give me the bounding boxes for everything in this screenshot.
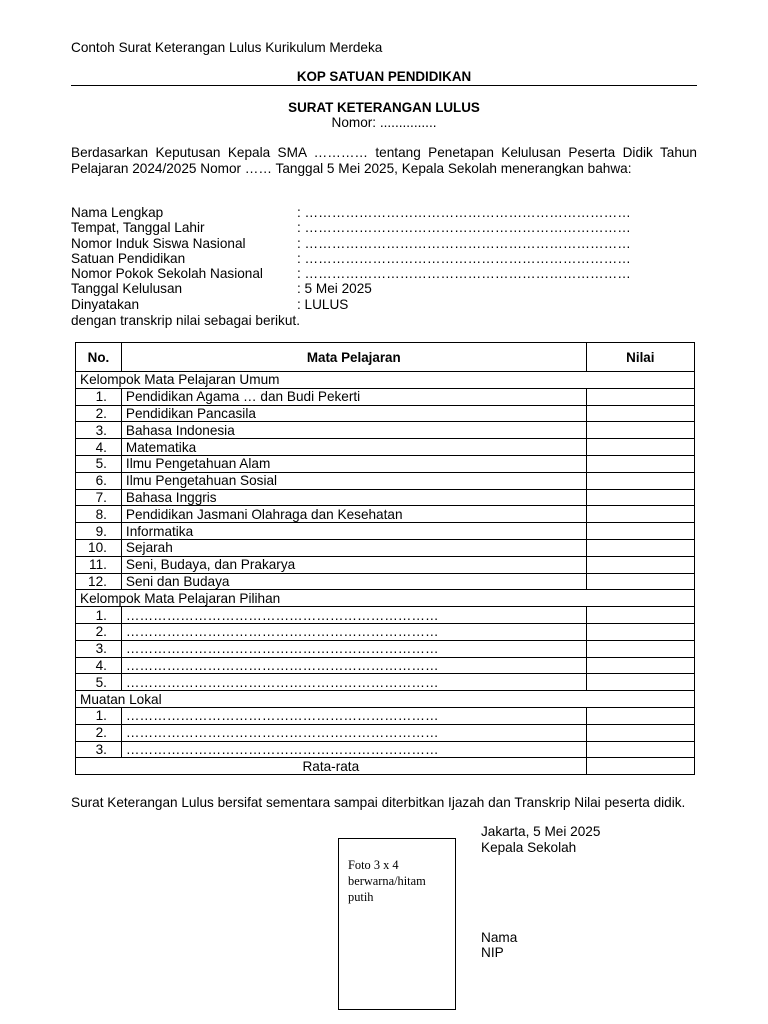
grades-table bbox=[75, 342, 695, 775]
average-value bbox=[586, 758, 694, 775]
header-value: Nilai bbox=[586, 343, 694, 372]
row-value bbox=[586, 388, 694, 405]
intro-paragraph: Berdasarkan Keputusan Kepala SMA ………… tentang Penetapan Kelulusan Peserta Didik Tahun Pelajaran 2024/2025 Nomor …… Tanggal 5 Mei 2025, Kepala Sekolah menerangkan bahwa: bbox=[71, 145, 697, 176]
row-no: 10. bbox=[76, 539, 122, 556]
field-label: Tempat, Tanggal Lahir bbox=[71, 220, 205, 236]
row-value bbox=[586, 724, 694, 741]
table-row bbox=[76, 472, 695, 489]
row-subject: …………………………………………………………… bbox=[121, 657, 586, 674]
field-value: : ……………………………………………………………… bbox=[297, 235, 631, 251]
row-value bbox=[586, 623, 694, 640]
field-value: : ……………………………………………………………… bbox=[297, 266, 631, 282]
row-no: 8. bbox=[76, 506, 122, 523]
table-row bbox=[76, 640, 695, 657]
field-row bbox=[71, 220, 697, 235]
row-no: 4. bbox=[76, 439, 122, 456]
letter-number: Nomor: ............... bbox=[331, 115, 437, 130]
row-subject: …………………………………………………………… bbox=[121, 674, 586, 691]
field-value: : ……………………………………………………………… bbox=[297, 250, 631, 266]
group-umum-label: Kelompok Mata Pelajaran Umum bbox=[76, 372, 695, 389]
row-value bbox=[586, 455, 694, 472]
field-row bbox=[71, 205, 697, 220]
row-value bbox=[586, 556, 694, 573]
photo-caption-line: putih bbox=[348, 890, 374, 904]
row-value bbox=[586, 439, 694, 456]
field-label: Dinyatakan bbox=[71, 296, 140, 312]
field-label: Nomor Pokok Sekolah Nasional bbox=[71, 266, 263, 282]
group-lokal-label: Muatan Lokal bbox=[76, 691, 695, 708]
field-value: : ……………………………………………………………… bbox=[297, 205, 631, 220]
header-subject: Mata Pelajaran bbox=[121, 343, 586, 372]
photo-caption-line: berwarna/hitam bbox=[348, 874, 426, 888]
table-row bbox=[76, 556, 695, 573]
row-subject: Informatika bbox=[121, 523, 586, 540]
row-no: 7. bbox=[76, 489, 122, 506]
row-subject: Ilmu Pengetahuan Alam bbox=[121, 455, 586, 472]
signatory-name: Nama bbox=[481, 930, 518, 945]
row-value bbox=[586, 489, 694, 506]
row-value bbox=[586, 523, 694, 540]
table-row bbox=[76, 674, 695, 691]
row-value bbox=[586, 422, 694, 439]
average-label: Rata-rata bbox=[76, 758, 587, 775]
row-subject: Pendidikan Pancasila bbox=[121, 405, 586, 422]
row-value bbox=[586, 405, 694, 422]
field-value: : ……………………………………………………………… bbox=[297, 220, 631, 236]
row-no: 2. bbox=[76, 405, 122, 422]
table-row bbox=[76, 573, 695, 590]
field-row bbox=[71, 281, 697, 296]
row-subject: …………………………………………………………… bbox=[121, 623, 586, 640]
row-subject: Seni dan Budaya bbox=[121, 573, 586, 590]
table-row bbox=[76, 607, 695, 624]
table-row bbox=[76, 724, 695, 741]
table-row bbox=[76, 455, 695, 472]
field-label: Tanggal Kelulusan bbox=[71, 281, 183, 297]
row-value bbox=[586, 741, 694, 758]
row-no: 2. bbox=[76, 623, 122, 640]
field-row bbox=[71, 266, 697, 281]
row-subject: Bahasa Inggris bbox=[121, 489, 586, 506]
closing-paragraph: Surat Keterangan Lulus bersifat sementara sampai diterbitkan Ijazah dan Transkrip Nilai peserta didik. bbox=[71, 795, 686, 810]
photo-caption bbox=[348, 857, 453, 905]
row-no: 3. bbox=[76, 741, 122, 758]
table-row bbox=[76, 523, 695, 540]
field-value: : LULUS bbox=[297, 296, 349, 312]
table-row bbox=[76, 623, 695, 640]
row-value bbox=[586, 607, 694, 624]
table-header-row bbox=[76, 343, 695, 372]
row-subject: Pendidikan Agama … dan Budi Pekerti bbox=[121, 388, 586, 405]
table-row bbox=[76, 489, 695, 506]
average-row bbox=[76, 758, 695, 775]
row-subject: Bahasa Indonesia bbox=[121, 422, 586, 439]
row-subject: Pendidikan Jasmani Olahraga dan Kesehatan bbox=[121, 506, 586, 523]
row-no: 11. bbox=[76, 556, 122, 573]
row-subject: Ilmu Pengetahuan Sosial bbox=[121, 472, 586, 489]
row-no: 4. bbox=[76, 657, 122, 674]
group-row bbox=[76, 372, 695, 389]
field-row bbox=[71, 251, 697, 266]
row-no: 3. bbox=[76, 422, 122, 439]
field-label: Satuan Pendidikan bbox=[71, 250, 186, 266]
table-row bbox=[76, 539, 695, 556]
row-subject: Sejarah bbox=[121, 539, 586, 556]
row-subject: …………………………………………………………… bbox=[121, 724, 586, 741]
field-value: : 5 Mei 2025 bbox=[297, 281, 372, 297]
table-row bbox=[76, 439, 695, 456]
letter-title: SURAT KETERANGAN LULUS bbox=[288, 100, 480, 115]
group-pilihan-label: Kelompok Mata Pelajaran Pilihan bbox=[76, 590, 695, 607]
photo-placeholder bbox=[338, 838, 456, 1010]
table-row bbox=[76, 657, 695, 674]
row-no: 1. bbox=[76, 607, 122, 624]
group-row bbox=[76, 691, 695, 708]
row-subject: Matematika bbox=[121, 439, 586, 456]
row-subject: …………………………………………………………… bbox=[121, 707, 586, 724]
row-value bbox=[586, 640, 694, 657]
signatory-role: Kepala Sekolah bbox=[481, 840, 577, 855]
field-row bbox=[71, 297, 697, 312]
table-row bbox=[76, 506, 695, 523]
row-no: 12. bbox=[76, 573, 122, 590]
field-row bbox=[71, 236, 697, 251]
row-value bbox=[586, 539, 694, 556]
letterhead-placeholder: KOP SATUAN PENDIDIKAN bbox=[71, 69, 697, 86]
photo-caption-line: Foto 3 x 4 bbox=[348, 858, 399, 872]
row-no: 1. bbox=[76, 388, 122, 405]
signatory-nip: NIP bbox=[481, 945, 504, 960]
row-no: 3. bbox=[76, 640, 122, 657]
place-date: Jakarta, 5 Mei 2025 bbox=[481, 824, 601, 839]
field-label: Nama Lengkap bbox=[71, 205, 164, 220]
header-no: No. bbox=[76, 343, 122, 372]
table-row bbox=[76, 422, 695, 439]
row-value bbox=[586, 657, 694, 674]
row-value bbox=[586, 506, 694, 523]
row-no: 2. bbox=[76, 724, 122, 741]
row-subject: …………………………………………………………… bbox=[121, 607, 586, 624]
document-caption: Contoh Surat Keterangan Lulus Kurikulum Merdeka bbox=[71, 40, 383, 55]
table-row bbox=[76, 741, 695, 758]
student-fields bbox=[71, 205, 697, 312]
row-subject: …………………………………………………………… bbox=[121, 741, 586, 758]
group-row bbox=[76, 590, 695, 607]
row-no: 6. bbox=[76, 472, 122, 489]
row-value bbox=[586, 674, 694, 691]
row-no: 5. bbox=[76, 674, 122, 691]
row-value bbox=[586, 707, 694, 724]
row-value bbox=[586, 573, 694, 590]
row-value bbox=[586, 472, 694, 489]
field-label: Nomor Induk Siswa Nasional bbox=[71, 235, 246, 251]
transcript-note: dengan transkrip nilai sebagai berikut. bbox=[71, 313, 300, 328]
table-row bbox=[76, 405, 695, 422]
table-row bbox=[76, 388, 695, 405]
table-row bbox=[76, 707, 695, 724]
row-no: 9. bbox=[76, 523, 122, 540]
row-subject: Seni, Budaya, dan Prakarya bbox=[121, 556, 586, 573]
row-subject: …………………………………………………………… bbox=[121, 640, 586, 657]
row-no: 5. bbox=[76, 455, 122, 472]
row-no: 1. bbox=[76, 707, 122, 724]
